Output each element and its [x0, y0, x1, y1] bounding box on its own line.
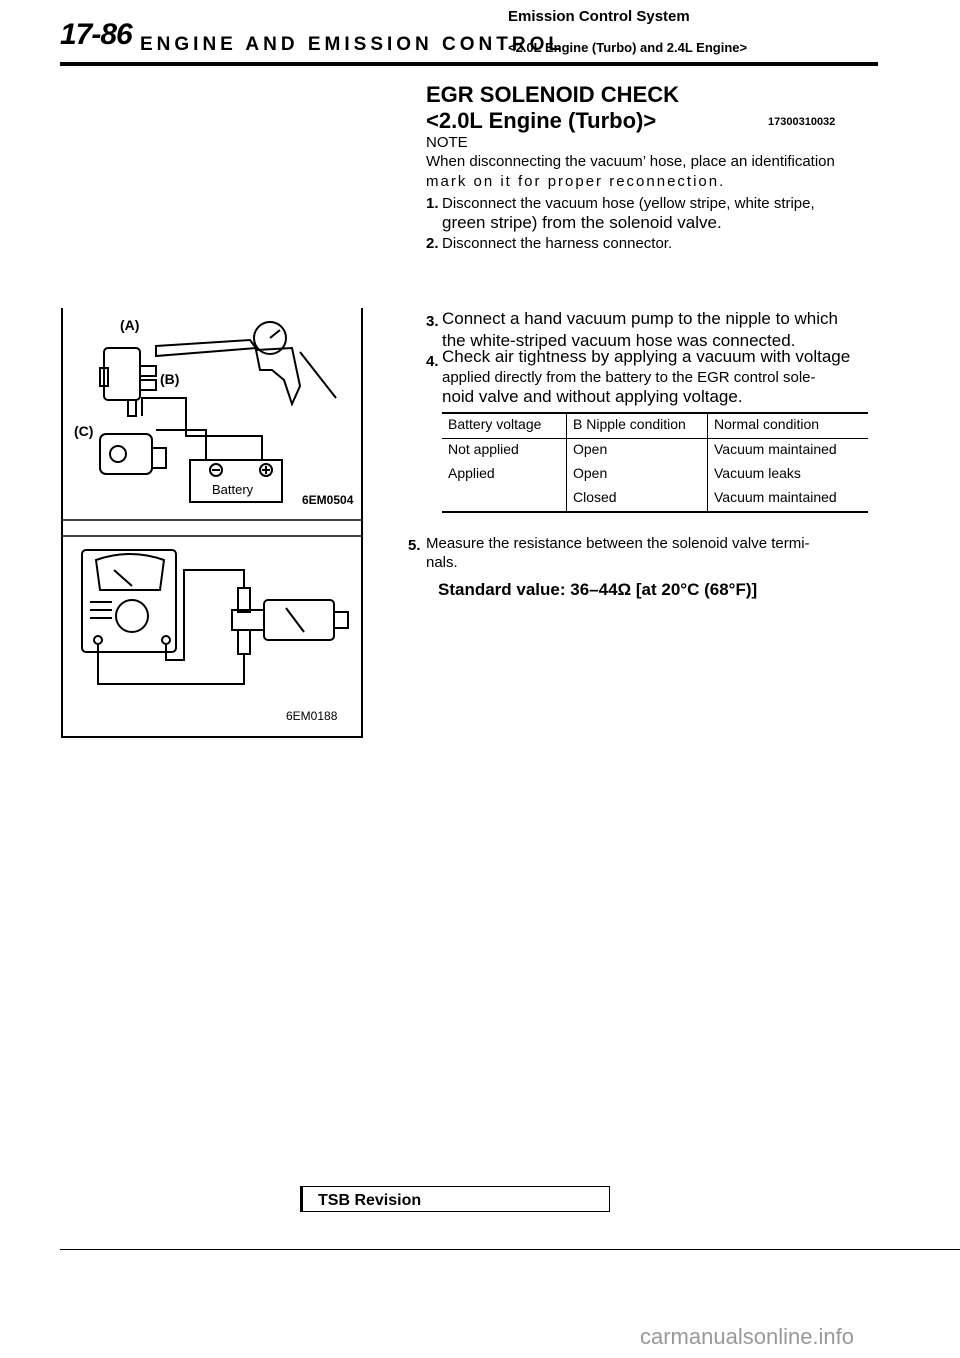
section-code: 17300310032	[768, 116, 836, 128]
figure-1-code: 6EM0504	[302, 493, 354, 507]
step-3-number: 3.	[426, 313, 439, 330]
table-header-row	[442, 413, 868, 439]
step-2-line-1: Disconnect the harness connector.	[442, 235, 673, 252]
table-row	[442, 487, 868, 512]
bottom-rule	[60, 1249, 960, 1250]
step-1-line-1: Disconnect the vacuum hose (yellow stripe, white stripe,	[442, 195, 815, 212]
battery-label: Battery	[212, 482, 254, 497]
section-subtitle: <2.0L Engine (Turbo)>	[426, 108, 657, 133]
revision-label: TSB Revision	[318, 1192, 422, 1209]
table-cell: Vacuum leaks	[714, 465, 801, 481]
table-cell: Vacuum maintained	[708, 487, 869, 512]
watermark: carmanualsonline.info	[640, 1324, 855, 1349]
standard-value: Standard value: 36–44Ω [at 20°C (68°F)]	[438, 580, 758, 599]
step-1-number: 1.	[426, 195, 439, 212]
step-5-line-2: nals.	[426, 554, 458, 571]
table-cell: Open	[567, 463, 708, 487]
step-4-line-1: Check air tightness by applying a vacuum with voltage	[442, 347, 851, 366]
chapter-title: ENGINE AND EMISSION CONTROL	[140, 34, 564, 55]
header-rule	[60, 62, 878, 66]
label-c: (C)	[74, 423, 94, 439]
solenoid-vacuum-figure	[100, 322, 336, 502]
note-line-1: When disconnecting the vacuum’ hose, place an identification	[426, 153, 835, 170]
figure-2-code: 6EM0188	[286, 709, 338, 723]
step-1-line-2: green stripe) from the solenoid valve.	[442, 213, 722, 232]
note-label: NOTE	[426, 134, 468, 151]
figures-panel	[60, 308, 364, 738]
ohmmeter-figure	[82, 550, 348, 684]
section-title: EGR SOLENOID CHECK	[426, 82, 680, 107]
table-header-cell: Battery voltage	[442, 413, 567, 439]
table-row	[442, 439, 868, 464]
table-cell: Applied	[442, 463, 567, 487]
check-table	[442, 412, 868, 513]
page-number: 17-86	[60, 18, 132, 51]
step-2-number: 2.	[426, 235, 439, 252]
step-4-number: 4.	[426, 353, 439, 370]
system-name: Emission Control System	[508, 8, 690, 25]
note-line-2: mark on it for proper reconnection.	[426, 173, 726, 190]
step-5-line-1: Measure the resistance between the solenoid valve termi-	[426, 535, 810, 552]
step-5-number: 5.	[408, 537, 421, 554]
step-4-line-3: noid valve and without applying voltage.	[442, 387, 743, 406]
step-3-line-2: the white-striped vacuum hose was connected.	[442, 331, 796, 350]
table-cell: Closed	[567, 487, 708, 512]
label-a: (A)	[120, 317, 140, 333]
engine-variant: <2.0L Engine (Turbo) and 2.4L Engine>	[508, 40, 748, 55]
table-cell: Open	[567, 439, 708, 464]
step-4-line-2: applied directly from the battery to the EGR control sole-	[442, 369, 816, 386]
table-row	[442, 463, 868, 487]
table-cell: Vacuum maintained	[714, 441, 837, 457]
table-cell: Not applied	[442, 439, 567, 464]
step-3-line-1: Connect a hand vacuum pump to the nipple to which	[442, 309, 838, 328]
table-header-cell: Normal condition	[708, 413, 869, 439]
table-cell	[442, 487, 567, 512]
table-header-cell: B Nipple condition	[567, 413, 708, 439]
label-b: (B)	[160, 371, 180, 387]
